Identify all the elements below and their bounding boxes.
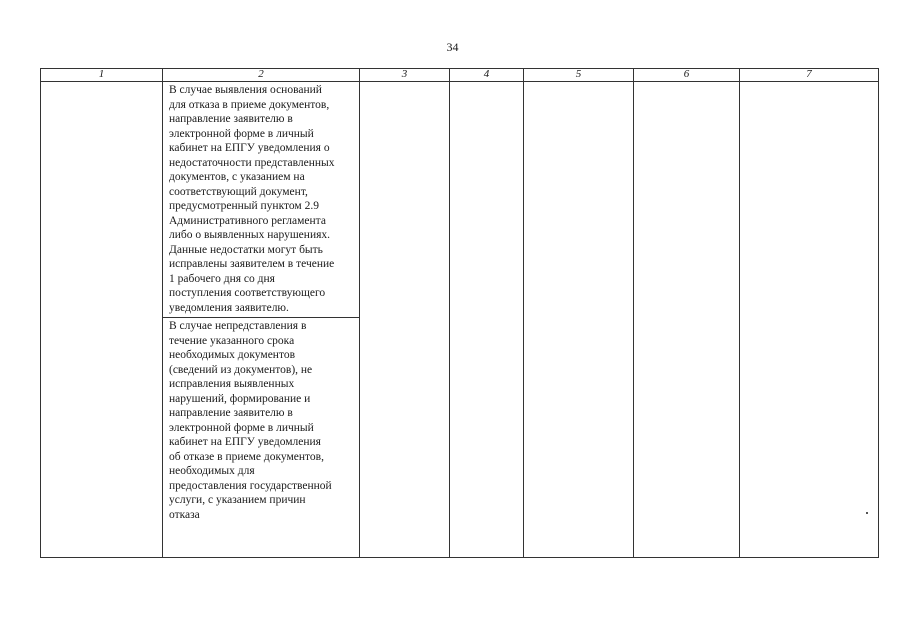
refusal-notice-paragraph: В случае непредставления в течение указанного срока необходимых документов (сведений из документов), не исправления выявленных нарушений, формирование и направление заявителю в электронной форме в личный кабинет на ЕПГУ уведомления об отказе в приеме документов, необходимых для предоставления государственной услуги, с указанием причин отказа <box>169 320 332 521</box>
table-row <box>41 82 879 558</box>
cell-col-2 <box>163 82 360 558</box>
column-header-3: 3 <box>360 69 450 82</box>
column-header-1: 1 <box>41 69 163 82</box>
column-header-5: 5 <box>524 69 634 82</box>
column-header-4: 4 <box>450 69 524 82</box>
refusal-grounds-paragraph: В случае выявления оснований для отказа в приеме документов, направление заявителю в электронной форме в личный кабинет на ЕПГУ уведомления о недостаточности представленных документов, с указанием на соответствующий документ, предусмотренный пунктом 2.9 Административного регламента либо о выявленных нарушениях. Данные недостатки могут быть исправлены заявителем в течение 1 рабочего дня со дня поступления соответствующего уведомления заявителю. <box>163 82 359 318</box>
cell-col-1 <box>41 82 163 558</box>
procedure-table <box>40 68 879 558</box>
cell-col-4 <box>450 82 524 558</box>
column-header-2: 2 <box>163 69 360 82</box>
scan-speck <box>866 512 868 514</box>
column-header-6: 6 <box>634 69 740 82</box>
page-number: 34 <box>446 40 459 54</box>
cell-col-6 <box>634 82 740 558</box>
cell-col-5 <box>524 82 634 558</box>
header-row <box>41 69 879 82</box>
cell-col-7 <box>740 82 879 558</box>
column-header-7: 7 <box>740 69 879 82</box>
cell-col-3 <box>360 82 450 558</box>
